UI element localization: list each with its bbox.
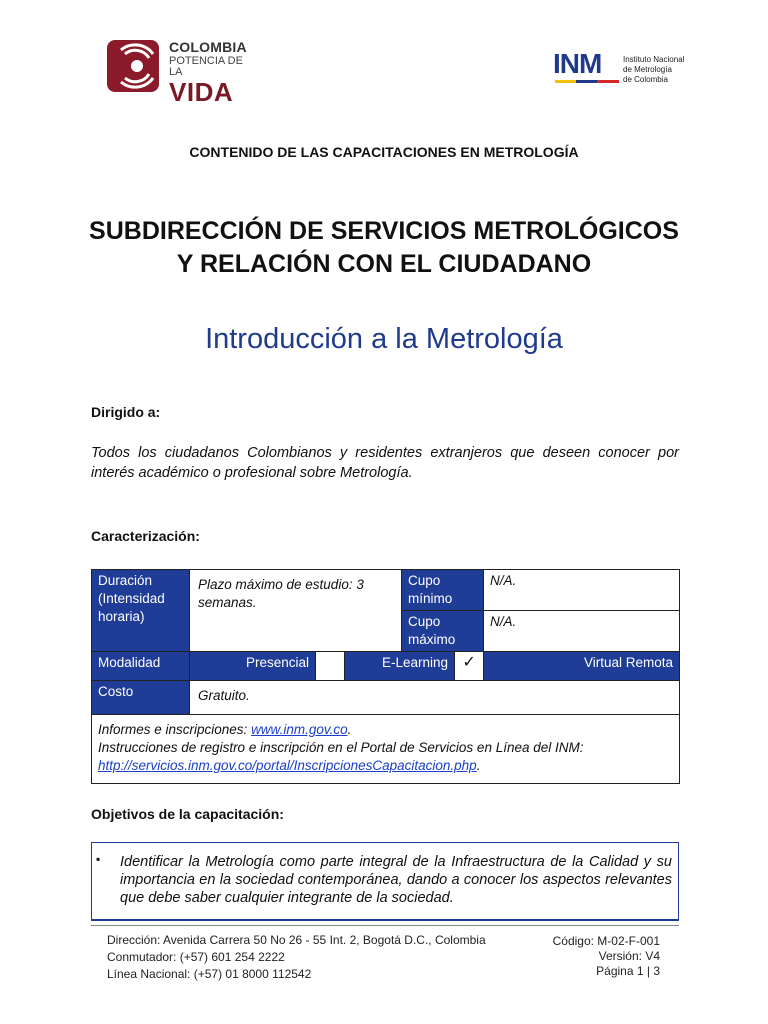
registration-info xyxy=(92,715,680,784)
audience-text: Todos los ciudadanos Colombianos y residentes extranjeros que deseen conocer por interés académico o profesional sobre Metrología. xyxy=(91,445,679,481)
elearning-check-icon: ✓ xyxy=(455,652,484,681)
document-subtitle: CONTENIDO DE LAS CAPACITACIONES EN METROLOGÍA xyxy=(189,144,579,160)
footer-contact xyxy=(107,932,486,983)
bullet-icon: ▪ xyxy=(96,852,101,866)
footer-doc-info xyxy=(520,934,660,979)
course-title: Introducción a la Metrología xyxy=(205,323,563,355)
max-capacity-value: N/A. xyxy=(484,611,680,652)
info-prefix: Informes e inscripciones: xyxy=(98,722,252,737)
portal-link[interactable]: http://servicios.inm.gov.co/portal/InscripcionesCapacitacion.php xyxy=(98,758,477,773)
footer-address: Dirección: Avenida Carrera 50 No 26 - 55 Int. 2, Bogotá D.C., Colombia xyxy=(107,933,486,947)
footer-version: Versión: V4 xyxy=(598,949,660,963)
flag-stripe xyxy=(555,80,619,83)
footer-code: Código: M-02-F-001 xyxy=(552,934,660,948)
cost-value: Gratuito. xyxy=(190,681,680,715)
inm-name-line2: de Metrología xyxy=(623,65,672,74)
modality-elearning: E-Learning xyxy=(345,652,455,681)
inm-name-line3: de Colombia xyxy=(623,75,668,84)
objectives-heading: Objetivos de la capacitación: xyxy=(91,806,284,822)
presencial-checkbox xyxy=(316,652,345,681)
info-suffix: . xyxy=(347,722,352,737)
cost-label: Costo xyxy=(92,681,190,715)
audience-heading: Dirigido a: xyxy=(91,404,161,420)
modality-presencial: Presencial xyxy=(190,652,316,681)
registration-instructions: Instrucciones de registro e inscripción en el Portal de Servicios en Línea del INM: xyxy=(98,740,584,755)
logo-text-line1: COLOMBIA xyxy=(169,39,247,55)
min-capacity-label: Cupo mínimo xyxy=(402,570,484,611)
footer-page-number: Página 1 | 3 xyxy=(596,964,660,978)
wave-emblem-icon xyxy=(107,40,159,92)
inm-name-line1: Instituto Nacional xyxy=(623,55,685,64)
logo-text-line2: POTENCIA DE LA xyxy=(169,55,243,78)
logo-text-line3: VIDA xyxy=(169,77,234,107)
min-capacity-value: N/A. xyxy=(484,570,680,611)
objective-item: Identificar la Metrología como parte integral de la Infraestructura de la Calidad y su importancia en la sociedad contemporánea, dando a conocer los aspectos relevantes que debe saber cualquier integrante de la sociedad. xyxy=(120,854,672,906)
modality-virtual-remota: Virtual Remota xyxy=(484,652,680,681)
characterization-table xyxy=(91,569,680,784)
characterization-heading: Caracterización: xyxy=(91,528,200,544)
duration-value: Plazo máximo de estudio: 3 semanas. xyxy=(190,570,402,652)
modality-label: Modalidad xyxy=(92,652,190,681)
colombia-potencia-logo xyxy=(107,39,257,107)
page-title: SUBDIRECCIÓN DE SERVICIOS METROLÓGICOS Y RELACIÓN CON EL CIUDADANO xyxy=(89,217,679,278)
max-capacity-label: Cupo máximo xyxy=(402,611,484,652)
duration-label: Duración (Intensidad horaria) xyxy=(92,570,190,652)
footer-switchboard: Conmutador: (+57) 601 254 2222 xyxy=(107,950,285,964)
footer-divider xyxy=(91,925,679,926)
portal-suffix: . xyxy=(476,758,481,773)
inm-website-link[interactable]: www.inm.gov.co xyxy=(251,722,348,737)
inm-acronym: INM xyxy=(553,48,602,79)
footer-national-line: Línea Nacional: (+57) 01 8000 112542 xyxy=(107,967,312,981)
inm-logo xyxy=(553,50,693,90)
